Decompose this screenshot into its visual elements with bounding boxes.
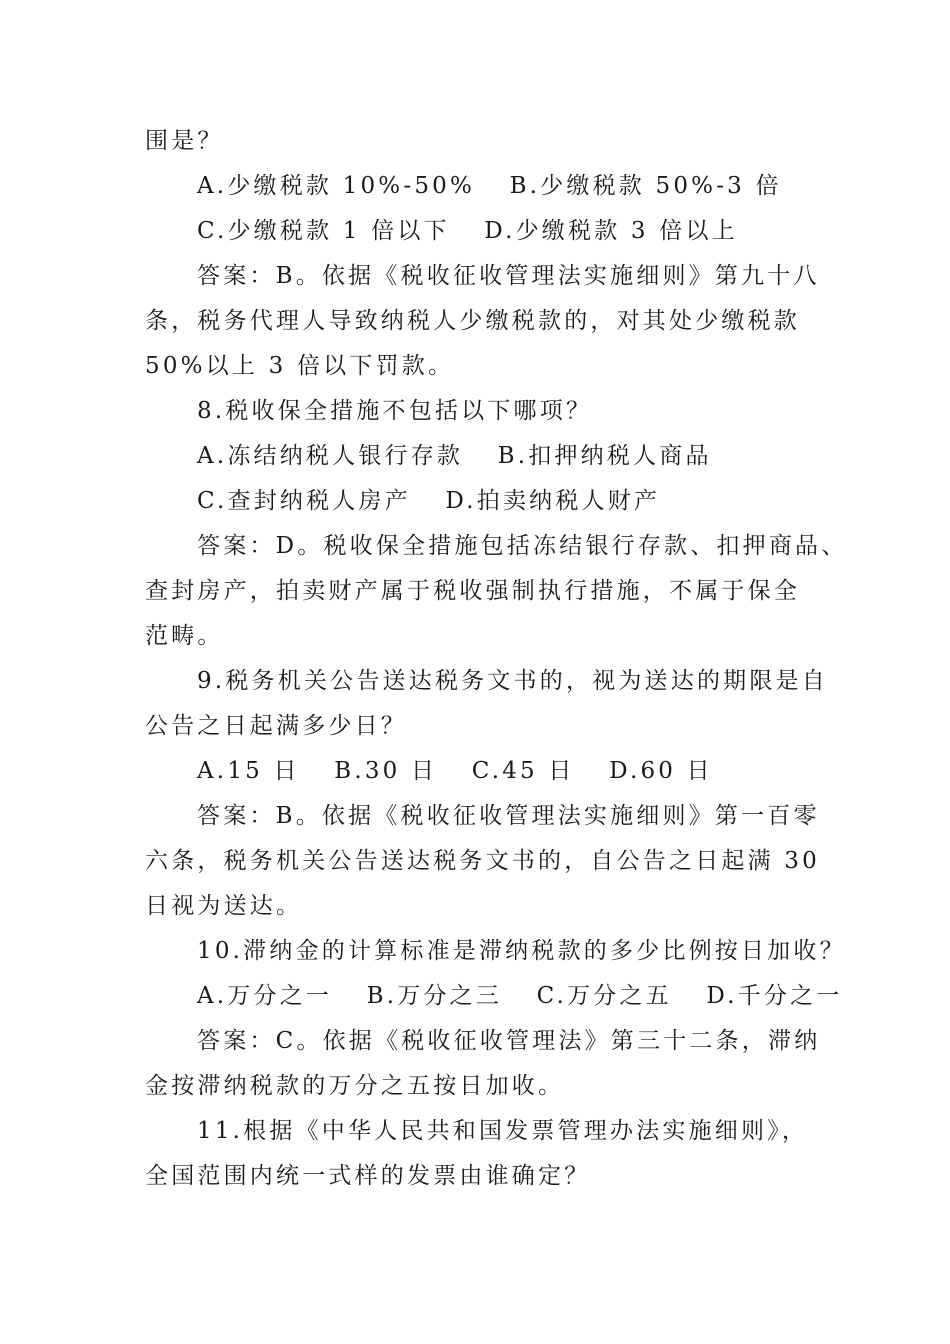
question-8-options-row-1 bbox=[145, 434, 810, 479]
question-10-option-a: A.万分之一 bbox=[197, 983, 333, 1009]
question-7-answer-line-3: 50%以上 3 倍以下罚款。 bbox=[145, 353, 455, 379]
question-7-answer-line-2: 条，税务代理人导致纳税人少缴税款的，对其处少缴税款 bbox=[145, 308, 800, 334]
question-7-options-row-2 bbox=[145, 209, 810, 254]
question-9-answer-line-2: 六条，税务机关公告送达税务文书的，自公告之日起满 30 bbox=[145, 848, 820, 874]
question-8-answer-line-3: 范畴。 bbox=[145, 623, 224, 649]
question-8-option-d: D.拍卖纳税人财产 bbox=[445, 488, 661, 514]
question-8-answer-line-1: 答案：D。税收保全措施包括冻结银行存款、扣押商品、 bbox=[197, 533, 848, 559]
question-10-option-c: C.万分之五 bbox=[536, 983, 672, 1009]
question-8-option-a: A.冻结纳税人银行存款 bbox=[197, 443, 464, 469]
question-11 bbox=[145, 1109, 810, 1199]
question-11-stem-line-2: 全国范围内统一式样的发票由谁确定？ bbox=[145, 1163, 591, 1189]
question-7 bbox=[145, 119, 820, 389]
question-9-option-d: D.60 日 bbox=[609, 758, 713, 784]
question-8-option-c: C.查封纳税人房产 bbox=[197, 488, 411, 514]
question-10-option-d: D.千分之一 bbox=[706, 983, 843, 1009]
question-9-options-row bbox=[145, 749, 810, 794]
question-7-option-a: A.少缴税款 10%-50% bbox=[197, 173, 476, 199]
question-9-option-c: C.45 日 bbox=[471, 758, 575, 784]
question-10-answer-line-2: 金按滞纳税款的万分之五按日加收。 bbox=[145, 1073, 565, 1099]
question-10-option-b: B.万分之三 bbox=[366, 983, 503, 1009]
question-8-options-row-2 bbox=[145, 479, 810, 524]
question-7-option-c: C.少缴税款 1 倍以下 bbox=[197, 218, 450, 244]
question-8-stem: 8.税收保全措施不包括以下哪项？ bbox=[197, 398, 593, 424]
question-8-answer-line-2: 查封房产，拍卖财产属于税收强制执行措施，不属于保全 bbox=[145, 578, 800, 604]
question-11-stem-line-1: 11.根据《中华人民共和国发票管理办法实施细则》， bbox=[197, 1118, 809, 1144]
question-9 bbox=[145, 659, 828, 929]
question-9-option-b: B.30 日 bbox=[334, 758, 438, 784]
question-7-options-row-1 bbox=[145, 164, 810, 209]
question-7-stem-tail: 围是？ bbox=[145, 128, 224, 154]
question-10-stem: 10.滞纳金的计算标准是滞纳税款的多少比例按日加收？ bbox=[197, 938, 846, 964]
question-8 bbox=[145, 389, 848, 659]
question-10-answer-line-1: 答案：C。依据《税收征收管理法》第三十二条，滞纳 bbox=[197, 1028, 821, 1054]
question-7-option-b: B.少缴税款 50%-3 倍 bbox=[509, 173, 782, 199]
question-10-options-row bbox=[145, 974, 843, 1019]
question-9-stem-line-2: 公告之日起满多少日？ bbox=[145, 713, 407, 739]
question-9-stem-line-1: 9.税务机关公告送达税务文书的，视为送达的期限是自 bbox=[197, 668, 828, 694]
question-9-option-a: A.15 日 bbox=[197, 758, 300, 784]
question-9-answer-line-1: 答案：B。依据《税收征收管理法实施细则》第一百零 bbox=[197, 803, 820, 829]
question-7-option-d: D.少缴税款 3 倍以上 bbox=[484, 218, 738, 244]
document-body bbox=[145, 119, 848, 1199]
question-9-answer-line-3: 日视为送达。 bbox=[145, 893, 303, 919]
question-7-answer-line-1: 答案：B。依据《税收征收管理法实施细则》第九十八 bbox=[197, 263, 820, 289]
question-10 bbox=[145, 929, 846, 1109]
question-8-option-b: B.扣押纳税人商品 bbox=[497, 443, 712, 469]
